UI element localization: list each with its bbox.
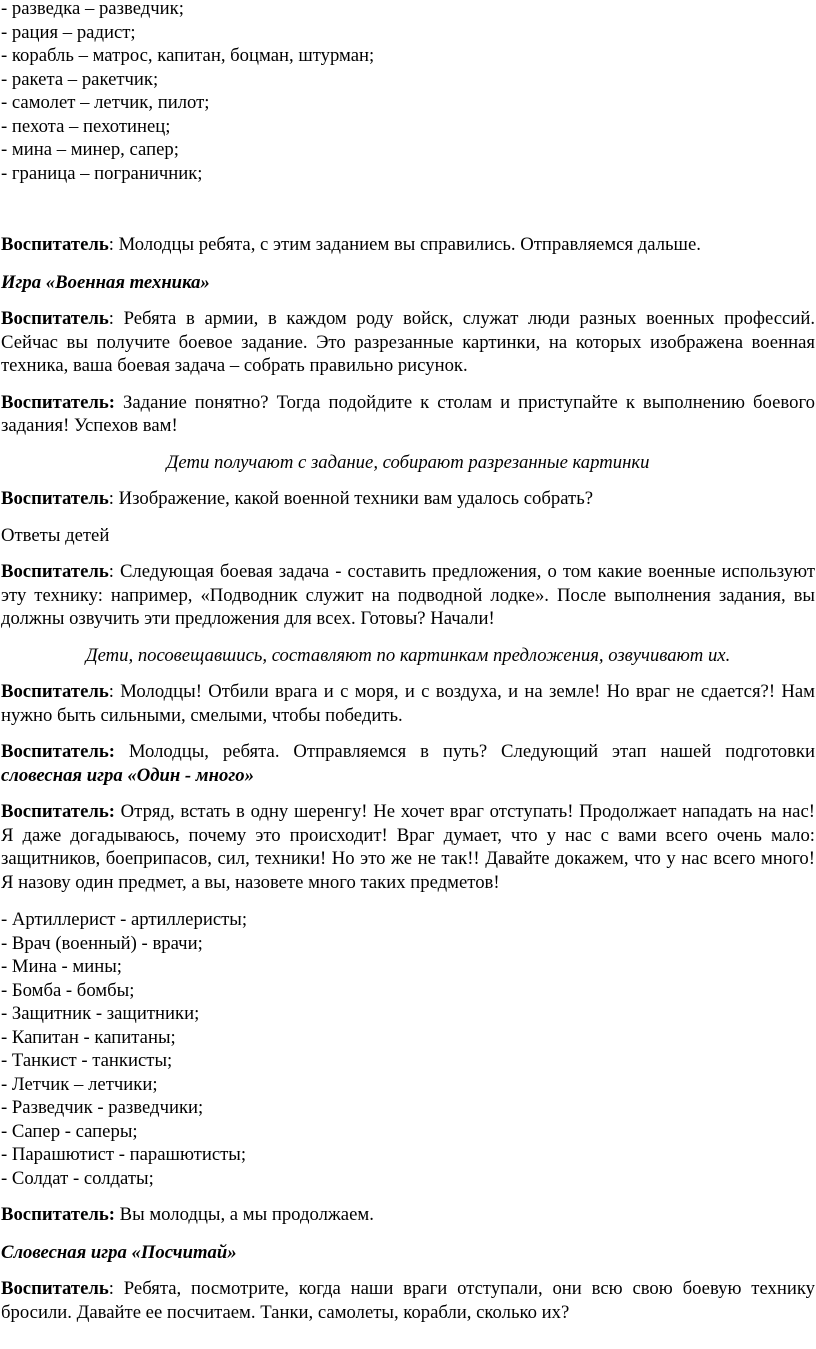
- speaker-label: Воспитатель:: [1, 741, 115, 762]
- professions-list: [1, 0, 815, 185]
- speaker-label: Воспитатель: [1, 1278, 109, 1299]
- stage-direction: Дети получают с задание, собирают разрезанные картинки: [166, 451, 650, 473]
- paragraph: [1, 680, 815, 727]
- speaker-label: Воспитатель:: [1, 801, 115, 822]
- list-item: - ракета – ракетчик;: [1, 68, 159, 90]
- speaker-label: Воспитатель: [1, 681, 109, 702]
- list-item: - Парашютист - парашютисты;: [1, 1144, 247, 1165]
- speaker-label: Воспитатель: [1, 561, 109, 582]
- list-item: - мина – минер, сапер;: [1, 139, 179, 160]
- list-item: - Капитан - капитаны;: [1, 1026, 176, 1048]
- paragraph: [1, 1203, 815, 1227]
- list-item: - самолет – летчик, пилот;: [1, 92, 210, 113]
- list-item: - Врач (военный) - врачи;: [1, 932, 203, 954]
- paragraph-text: Молодцы, ребята. Отправляемся в путь? Следующий этап нашей подготовки: [114, 741, 815, 762]
- speaker-label: Воспитатель: [1, 234, 109, 255]
- paragraph: [1, 1277, 815, 1324]
- list-item: - Бомба - бомбы;: [1, 979, 135, 1001]
- game-name: словесная игра «Один - много»: [1, 764, 254, 786]
- game-title: Словесная игра «Посчитай»: [1, 1241, 237, 1263]
- paragraph-text: : Следующая боевая задача - составить предложения, о том какие военные используют эту технику: например, «Подводник служит на подводной лодке». После выполнения задания, вы должны озвучить эти предложения для всех. Готовы? Начали!: [1, 561, 815, 629]
- paragraph: [1, 560, 815, 631]
- paragraph: [1, 307, 815, 378]
- paragraph: [1, 740, 815, 787]
- paragraph-text: Отряд, встать в одну шеренгу! Не хочет враг отступать! Продолжает нападать на нас! Я даже догадываюсь, почему это происходит! Враг думает, что у нас с вами всего очень мало: защитников, боеприпасов, сил, техники! Но это же не так!! Давайте докажем, что у нас всего много! Я назову один предмет, а вы, назовете много таких предметов!: [1, 801, 815, 893]
- list-item: - Сапер - саперы;: [1, 1120, 138, 1142]
- list-item: - Летчик – летчики;: [1, 1073, 158, 1095]
- paragraph: [1, 391, 815, 438]
- list-item: - Танкист - танкисты;: [1, 1050, 173, 1071]
- paragraph: [1, 233, 815, 257]
- list-item: - Артиллерист - артиллеристы;: [1, 909, 248, 930]
- paragraph-text: : Изображение, какой военной техники вам удалось собрать?: [108, 488, 594, 509]
- stage-direction: Дети, посовещавшись, составляют по картинкам предложения, озвучивают их.: [85, 644, 731, 666]
- paragraph-text: Задание понятно? Тогда подойдите к столам и приступайте к выполнению боевого задания! Успехов вам!: [1, 391, 815, 436]
- speaker-label: Воспитатель:: [1, 1204, 115, 1225]
- speaker-label: Воспитатель: [1, 488, 109, 509]
- paragraph: Ответы детей: [1, 524, 110, 546]
- list-item: - корабль – матрос, капитан, боцман, штурман;: [1, 45, 375, 66]
- list-item: - Защитник - защитники;: [1, 1003, 200, 1024]
- plural-list: [1, 908, 815, 1190]
- paragraph: [1, 487, 815, 511]
- paragraph-text: : Ребята, посмотрите, когда наши враги отступали, они всю свою боевую технику бросили. Давайте ее посчитаем. Танки, самолеты, корабли, сколько их?: [1, 1278, 815, 1323]
- paragraph-text: : Молодцы ребята, с этим заданием вы справились. Отправляемся дальше.: [108, 234, 701, 255]
- list-item: - разведка – разведчик;: [1, 0, 184, 19]
- paragraph: [1, 800, 815, 894]
- paragraph-text: : Молодцы! Отбили врага и с моря, и с воздуха, и на земле! Но враг не сдается?! Нам нужно быть сильными, смелыми, чтобы победить.: [1, 681, 815, 726]
- game-title: Игра «Военная техника»: [1, 271, 210, 293]
- list-item: - граница – пограничник;: [1, 162, 203, 184]
- list-item: - Солдат - солдаты;: [1, 1167, 154, 1189]
- list-item: - пехота – пехотинец;: [1, 115, 171, 137]
- list-item: - Разведчик - разведчики;: [1, 1097, 204, 1118]
- paragraph-text: : Ребята в армии, в каждом роду войск, служат люди разных военных профессий. Сейчас вы получите боевое задание. Это разрезанные картинки, на которых изображена военная техника, ваша боевая задача – собрать правильно рисунок.: [1, 308, 815, 376]
- list-item: - рация – радист;: [1, 21, 136, 43]
- list-item: - Мина - мины;: [1, 956, 122, 977]
- speaker-label: Воспитатель:: [1, 391, 115, 413]
- paragraph-text: Вы молодцы, а мы продолжаем.: [114, 1204, 374, 1225]
- speaker-label: Воспитатель: [1, 308, 109, 329]
